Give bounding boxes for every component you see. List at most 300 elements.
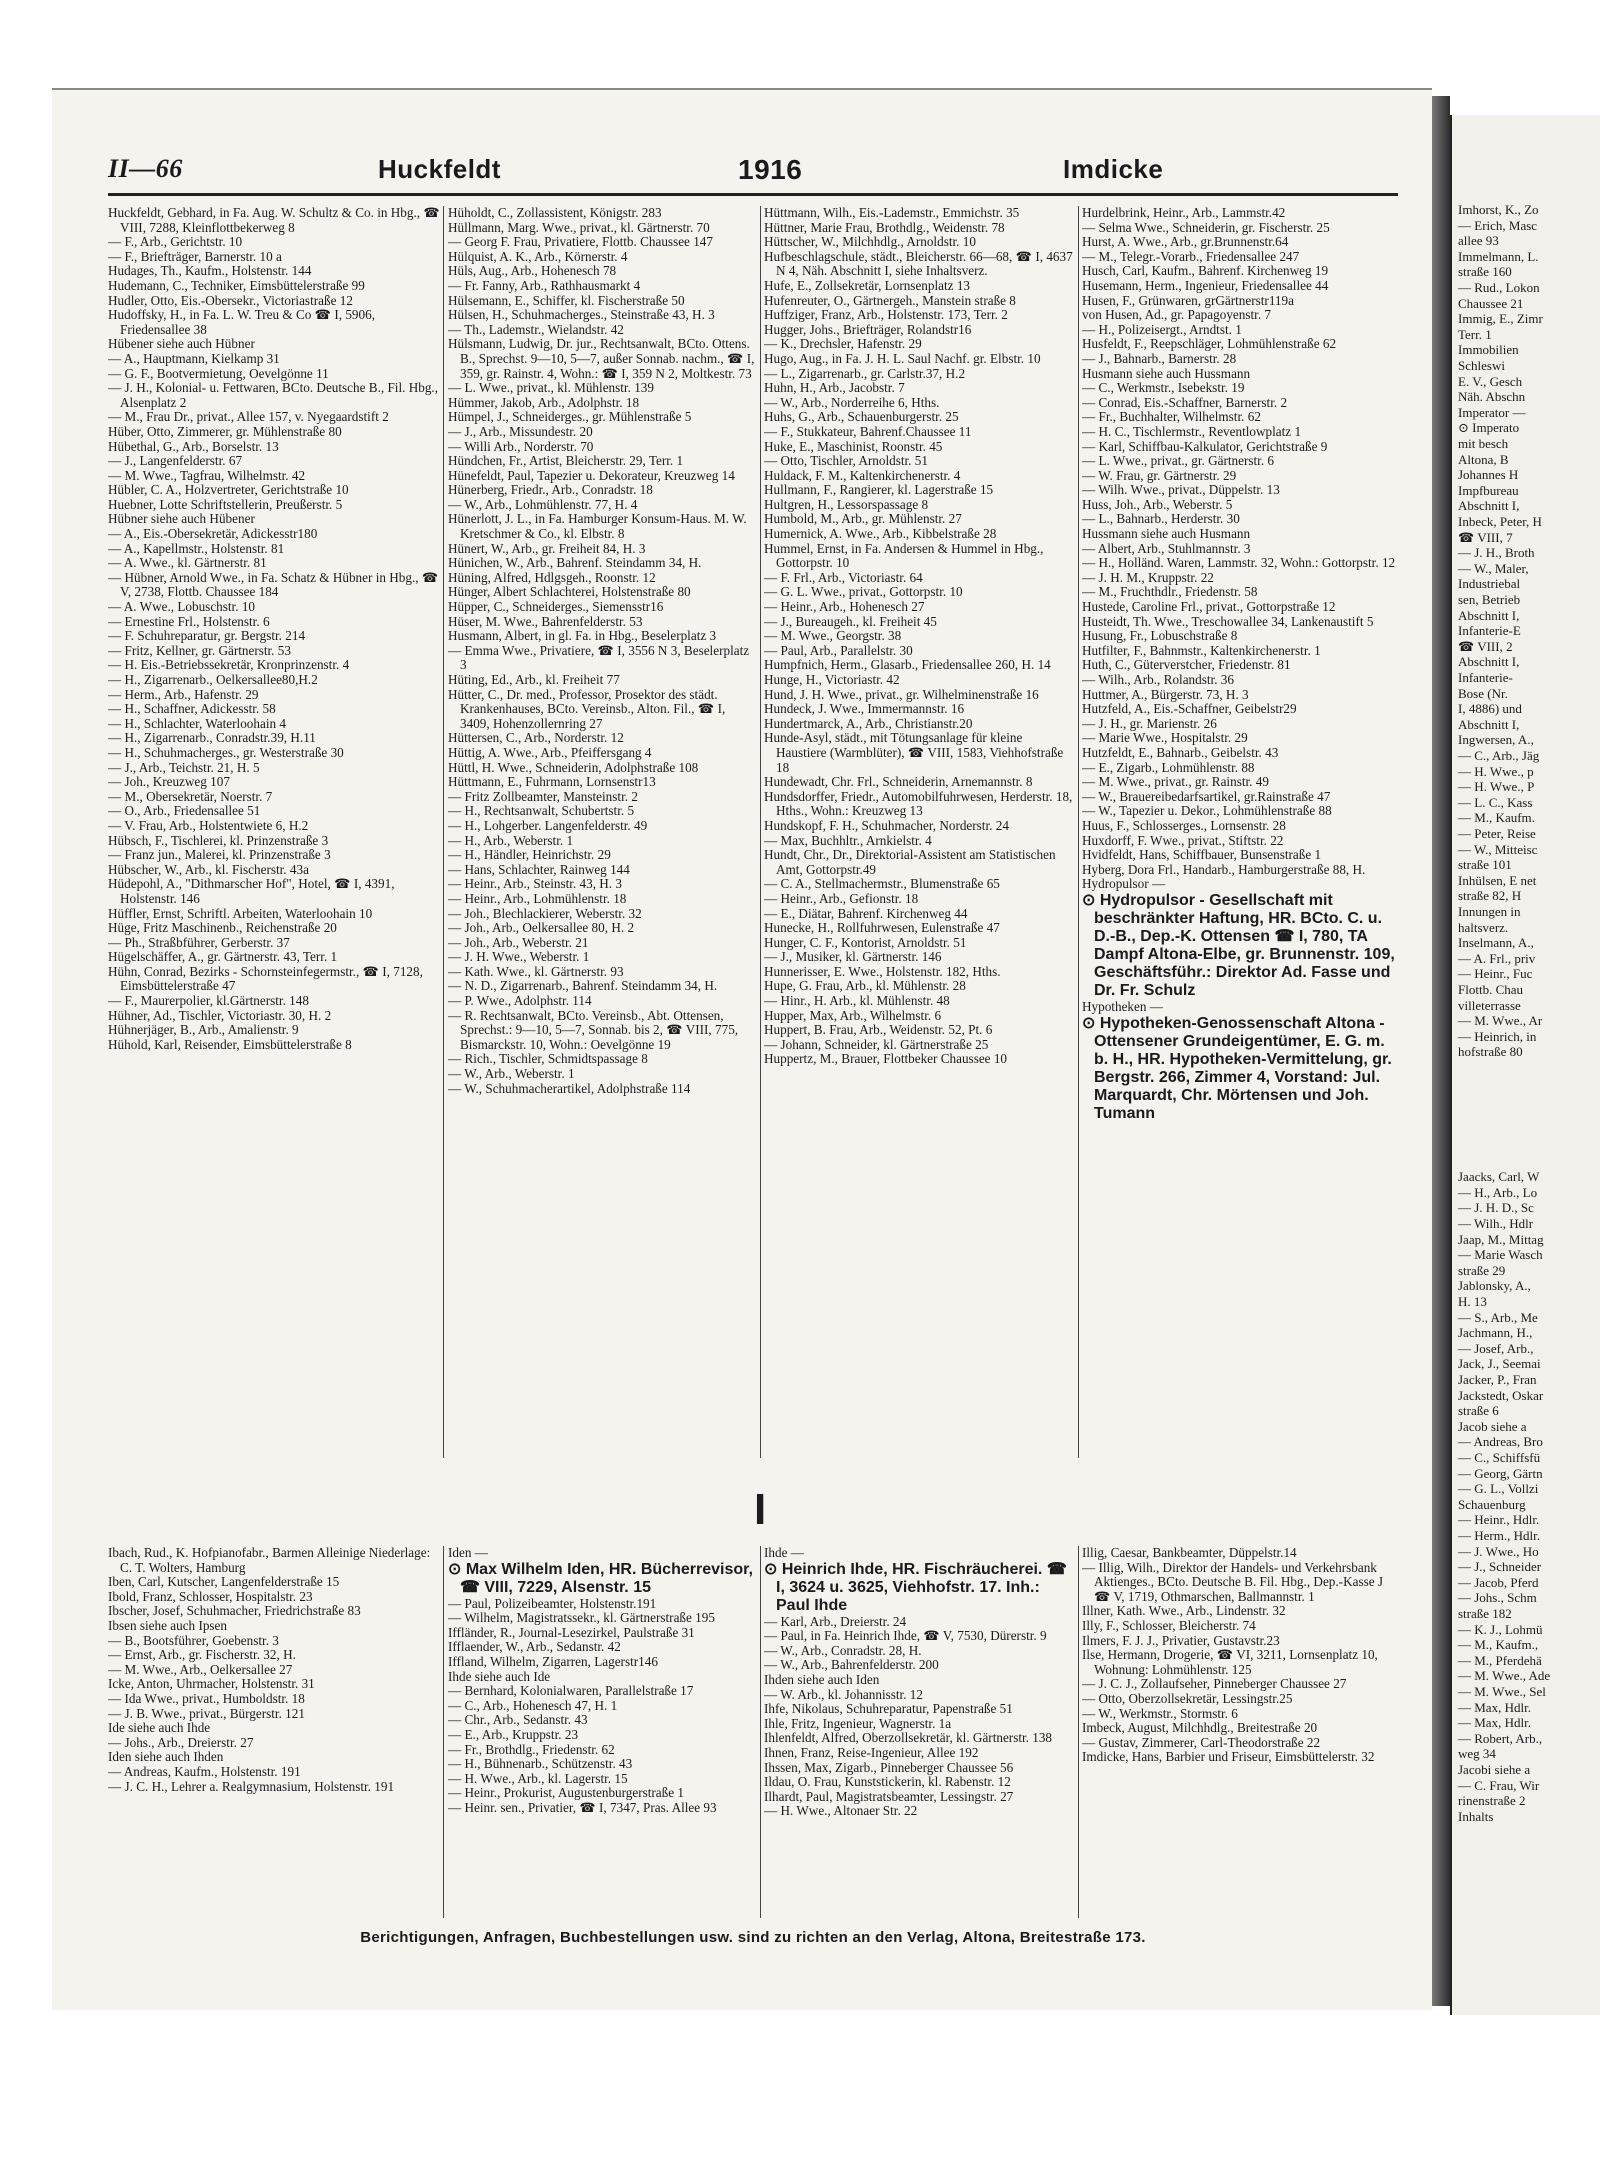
column-bottom-3 <box>764 1546 1076 1921</box>
adjacent-page-line: — Marie Wasch <box>1458 1247 1543 1263</box>
directory-entry: Hupe, G. Frau, Arb., kl. Mühlenstr. 28 <box>764 978 966 994</box>
adjacent-page-line: Schauenburg <box>1458 1496 1526 1512</box>
directory-entry: Ibold, Franz, Schlosser, Hospitalstr. 23 <box>108 1588 313 1604</box>
adjacent-page-line: Impfbureau <box>1458 482 1519 498</box>
header-rule <box>108 193 1398 196</box>
directory-entry: Hugo, Aug., in Fa. J. H. L. Saul Nachf. gr. Elbstr. 10 <box>764 350 1041 366</box>
directory-entry: Hünger, Albert Schlachterei, Holstenstraße 80 <box>448 584 691 600</box>
directory-entry: Hutzfeldt, E., Bahnarb., Geibelstr. 43 <box>1082 744 1279 760</box>
adjacent-page-line: — M. Wwe., Ar <box>1458 1013 1543 1029</box>
adjacent-page-line: — Jacob, Pferd <box>1458 1574 1539 1590</box>
directory-entry: Hunde-Asyl, städt., mit Tötungsanlage für kleine Haustiere (Warmblüter), ☎ VIII, 1583, Viehhofstraße 18 <box>764 730 1064 775</box>
adjacent-page-line: — Georg, Gärtn <box>1458 1465 1543 1481</box>
directory-entry: — Andreas, Kaufm., Holstenstr. 191 <box>108 1763 301 1779</box>
directory-entry: — Heinr., Arb., Steinstr. 43, H. 3 <box>448 876 622 892</box>
year: 1916 <box>738 154 803 185</box>
directory-entry: Hustede, Caroline Frl., privat., Gottorpstraße 12 <box>1082 599 1336 615</box>
directory-entry: Hügelschäffer, A., gr. Gärtnerstr. 43, Terr. 1 <box>108 949 338 965</box>
directory-entry: Imbeck, August, Milchhdlg., Breitestraße 20 <box>1082 1720 1318 1736</box>
directory-entry: Hühnerjäger, B., Arb., Amalienstr. 9 <box>108 1022 299 1038</box>
adjacent-page-line: — M. Wwe., Sel <box>1458 1684 1546 1699</box>
directory-entry: Husmann, Albert, in gl. Fa. in Hbg., Beselerplatz 3 <box>448 628 717 644</box>
directory-entry: Hüls, Aug., Arb., Hohenesch 78 <box>448 263 617 279</box>
directory-entry: Hutfilter, F., Bahnmstr., Kaltenkirchenerstr. 1 <box>1082 642 1321 658</box>
directory-entry: — L., Bahnarb., Herderstr. 30 <box>1082 511 1240 527</box>
directory-entry: Hypotheken — <box>1082 998 1163 1014</box>
directory-entry: — Th., Lademstr., Wielandstr. 42 <box>448 321 624 337</box>
adjacent-page-line: haltsverz. <box>1458 919 1509 935</box>
directory-entry: — Rich., Tischler, Schmidtspassage 8 <box>448 1051 648 1067</box>
directory-entry: Huebner, Lotte Schriftstellerin, Preußerstr. 5 <box>108 496 343 512</box>
directory-entry: — Georg F. Frau, Privatiere, Flottb. Chaussee 147 <box>448 234 713 250</box>
directory-entry: — F., Maurerpolier, kl.Gärtnerstr. 148 <box>108 993 309 1009</box>
directory-entry: Hufenreuter, O., Gärtnergeh., Manstein straße 8 <box>764 292 1016 308</box>
directory-entry: Huhs, G., Arb., Schauenburgerstr. 25 <box>764 409 959 425</box>
directory-entry: Ihssen, Max, Zigarb., Pinneberger Chaussee 56 <box>764 1759 1014 1775</box>
directory-entry: — H., Holländ. Waren, Lammstr. 32, Wohn.: Gottorpstr. 12 <box>1082 555 1396 571</box>
directory-entry: ⊙ Hypotheken-Genossenschaft Altona - Ottensener Grundeigentümer, E. G. m. b. H., HR. Hypotheken-Vermittelung, gr. Bergstr. 266, Zimmer 4, Vorstand: Jul. Marquardt, Chr. Mörtensen und Joh. Tumann <box>1082 1014 1392 1122</box>
directory-entry: — Max, Buchhltr., Arnkielstr. 4 <box>764 832 932 848</box>
adjacent-page-line: Industriebal <box>1458 576 1521 592</box>
directory-entry: Hunge, H., Victoriastr. 42 <box>764 672 900 687</box>
adjacent-page-line: — J. H., Broth <box>1458 545 1535 561</box>
adjacent-page-line: — Erich, Masc <box>1458 217 1538 233</box>
directory-entry: — F. Frl., Arb., Victoriastr. 64 <box>764 569 923 585</box>
adjacent-page-line: Jacob siehe a <box>1458 1418 1527 1434</box>
directory-entry: Hünert, W., Arb., gr. Freiheit 84, H. 3 <box>448 540 646 556</box>
directory-entry: Ihde — <box>764 1546 804 1560</box>
directory-entry: — H., Schaffner, Adickesstr. 58 <box>108 701 276 717</box>
adjacent-page-line: hofstraße 80 <box>1458 1044 1523 1060</box>
directory-entry: Hüning, Alfred, Hdlgsgeh., Roonstr. 12 <box>448 569 656 585</box>
adjacent-page-line: — G. L., Vollzi <box>1458 1481 1539 1497</box>
directory-entry: — W., Arb., Bahrenfelderstr. 200 <box>764 1657 939 1673</box>
directory-entry: Hünerlott, J. L., in Fa. Hamburger Konsum-Haus. M. W. Kretschmer & Co., kl. Elbstr. 8 <box>448 511 747 542</box>
directory-entry: — Albert, Arb., Stuhlmannstr. 3 <box>1082 540 1251 556</box>
directory-entry: — J., Bahnarb., Barnerstr. 28 <box>1082 350 1237 366</box>
adjacent-page-line: I, 4886) und <box>1458 701 1522 717</box>
directory-entry: Huke, E., Maschinist, Roonstr. 45 <box>764 438 943 454</box>
page-number: II—66 <box>108 154 183 183</box>
directory-entry: — Joh., Arb., Weberstr. 21 <box>448 934 589 950</box>
adjacent-page-line: straße 160 <box>1458 264 1512 280</box>
directory-entry: Hunger, C. F., Kontorist, Arnoldstr. 51 <box>764 934 967 950</box>
directory-entry: Ilhardt, Paul, Magistratsbeamter, Lessingstr. 27 <box>764 1788 1014 1804</box>
directory-entry: — P. Wwe., Adolphstr. 114 <box>448 993 592 1009</box>
directory-entry: Hülsen, H., Schuhmacherges., Steinstraße 43, H. 3 <box>448 307 715 323</box>
directory-entry: — H., Arb., Weberstr. 1 <box>448 832 574 848</box>
directory-entry: — Hans, Schlachter, Rainweg 144 <box>448 861 630 877</box>
adjacent-page-line: — M. Wwe., Ade <box>1458 1668 1551 1684</box>
directory-entry: — M. Wwe., privat., gr. Rainstr. 49 <box>1082 774 1269 790</box>
directory-entry: Hühold, Karl, Reisender, Eimsbüttelerstraße 8 <box>108 1036 352 1052</box>
adjacent-page-line: villeterrasse <box>1458 997 1521 1013</box>
directory-entry: Hühn, Conrad, Bezirks - Schornsteinfegermstr., ☎ I, 7128, Eimsbüttelerstraße 47 <box>108 963 423 994</box>
adjacent-page-line: Bose (Nr. <box>1458 685 1508 701</box>
column-bottom-1 <box>108 1546 440 1921</box>
adjacent-page-line: — M., Kaufm., <box>1458 1637 1539 1653</box>
directory-entry: Ibsen siehe auch Ipsen <box>108 1617 228 1633</box>
adjacent-page-line: — H., Arb., Lo <box>1458 1184 1538 1200</box>
directory-entry: — L. Wwe., privat., kl. Mühlenstr. 139 <box>448 380 654 396</box>
directory-entry: — H. Wwe., Arb., kl. Lagerstr. 15 <box>448 1770 628 1786</box>
directory-entry: Husung, Fr., Lobuschstraße 8 <box>1082 628 1238 644</box>
adjacent-page-line: mit besch <box>1458 436 1509 451</box>
directory-entry: Hvidfeldt, Hans, Schiffbauer, Bunsenstraße 1 <box>1082 847 1322 863</box>
directory-entry: — W., Werkmstr., Stormstr. 6 <box>1082 1705 1238 1721</box>
directory-entry: — O., Arb., Friedensallee 51 <box>108 803 261 819</box>
adjacent-page-line: straße 82, H <box>1458 888 1522 904</box>
directory-entry: — Fr., Buchhalter, Wilhelmstr. 62 <box>1082 409 1261 425</box>
directory-entry: ⊙ Max Wilhelm Iden, HR. Bücherrevisor, ☎ VIII, 7229, Alsenstr. 15 <box>448 1560 753 1596</box>
directory-entry: — Conrad, Eis.-Schaffner, Barnerstr. 2 <box>1082 394 1288 410</box>
directory-entry: Hüpper, C., Schneiderges., Siemensstr16 <box>448 599 664 615</box>
directory-entry: Iben, Carl, Kutscher, Langenfelderstraße 15 <box>108 1574 340 1590</box>
directory-entry: — A., Hauptmann, Kielkamp 31 <box>108 350 280 366</box>
adjacent-page-line: Imperator — <box>1458 404 1526 420</box>
directory-entry: ⊙ Hydropulsor - Gesellschaft mit beschränkter Haftung, HR. BCto. C. u. D.-B., Dep.-K. Ottensen ☎ I, 780, TA Dampf Altona-Elbe, gr. Brunnenstr. 109, Geschäftsführ.: Direktor Ad. Fasse und Dr. Fr. Schulz <box>1082 891 1395 999</box>
column-divider <box>443 206 444 1458</box>
column-top-2 <box>448 206 758 1461</box>
directory-entry: Hussmann siehe auch Husmann <box>1082 526 1251 542</box>
adjacent-page-line: Imhorst, K., Zo <box>1458 202 1539 217</box>
directory-entry: Humernick, A. Wwe., Arb., Kibbelstraße 28 <box>764 526 997 542</box>
directory-entry: Hutzfeld, A., Eis.-Schaffner, Geibelstr29 <box>1082 701 1297 717</box>
directory-entry: — H. C., Tischlermstr., Reventlowplatz 1 <box>1082 423 1302 439</box>
directory-entry: — E., Zigarb., Lohmühlenstr. 88 <box>1082 759 1255 775</box>
directory-entry: Hünichen, W., Arb., Bahrenf. Steindamm 34, H. <box>448 555 702 571</box>
directory-entry: — H., Schlachter, Waterloohain 4 <box>108 715 286 731</box>
adjacent-page-line: Jackstedt, Oskar <box>1458 1387 1544 1403</box>
adjacent-page-line: — Johs., Schm <box>1458 1590 1537 1606</box>
directory-entry: — W., Arb., Norderreihe 6, Hths. <box>764 394 940 410</box>
directory-entry: — K., Drechsler, Hafenstr. 29 <box>764 336 922 352</box>
directory-entry: — W., Schuhmacherartikel, Adolphstraße 114 <box>448 1080 691 1096</box>
adjacent-page-line: — J. Wwe., Ho <box>1458 1543 1539 1559</box>
directory-entry: Hülsemann, E., Schiffer, kl. Fischerstraße 50 <box>448 292 685 308</box>
adjacent-page-line: — W., Maler, <box>1458 560 1529 576</box>
directory-entry: Huldack, F. M., Kaltenkirchenerstr. 4 <box>764 467 961 483</box>
directory-entry: — W., Arb., Conradstr. 28, H. <box>764 1642 922 1658</box>
directory-entry: — Gustav, Zimmerer, Carl-Theodorstraße 22 <box>1082 1734 1321 1750</box>
directory-entry: Ihlenfeldt, Alfred, Oberzollsekretär, kl. Gärtnerstr. 138 <box>764 1730 1053 1746</box>
directory-entry: Hümpel, J., Schneiderges., gr. Mühlenstraße 5 <box>448 409 692 425</box>
directory-entry: ⊙ Heinrich Ihde, HR. Fischräucherei. ☎ I, 3624 u. 3625, Viehhofstr. 17. Inh.: Paul Ihde <box>764 1560 1067 1614</box>
directory-entry: Hüber, Otto, Zimmerer, gr. Mühlenstraße 80 <box>108 423 342 439</box>
adjacent-page-line: Chaussee 21 <box>1458 295 1524 311</box>
directory-entry: — R. Rechtsanwalt, BCto. Vereinsb., Abt. Ottensen, Sprechst.: 9—10, 5—7, Sonnab. bis 2, ☎ VIII, 775, Bismarckstr. 10, Wohn.: Oevelgönne 19 <box>448 1007 739 1052</box>
directory-entry: Hütter, C., Dr. med., Professor, Prosektor des städt. Krankenhauses, BCto. Vereinsb., Alton. Fil., ☎ I, 3409, Hohenzollernring 27 <box>448 686 726 731</box>
directory-entry: — Paul, Polizeibeamter, Holstenstr.191 <box>448 1595 657 1611</box>
directory-entry: — Otto, Oberzollsekretär, Lessingstr.25 <box>1082 1690 1293 1706</box>
directory-entry: Ihden siehe auch Iden <box>764 1671 880 1687</box>
directory-entry: Hydropulsor — <box>1082 876 1166 892</box>
directory-entry: — Illig, Wilh., Direktor der Handels- und Verkehrsbank Aktienges., BCto. Deutsche B. Fil. Hbg., Dep.-Kasse J ☎ V, 1719, Othmarschen, Ballmannstr. 1 <box>1082 1559 1383 1604</box>
directory-entry: Hugger, Johs., Briefträger, Rolandstr16 <box>764 321 972 337</box>
adjacent-page-line: — Heinr., Fuc <box>1458 966 1533 982</box>
directory-entry: Husch, Carl, Kaufm., Bahrenf. Kirchenweg 19 <box>1082 263 1329 279</box>
directory-entry: — C. A., Stellmachermstr., Blumenstraße 65 <box>764 876 1000 892</box>
directory-entry: — Joh., Arb., Oelkersallee 80, H. 2 <box>448 920 635 936</box>
directory-entry: Ilse, Hermann, Drogerie, ☎ VI, 3211, Lornsenplatz 10, Wohnung: Lohmühlenstr. 125 <box>1082 1647 1378 1677</box>
directory-entry: — Herm., Arb., Hafenstr. 29 <box>108 686 259 702</box>
directory-entry: — J., Arb., Missundestr. 20 <box>448 423 593 439</box>
directory-entry: — Joh., Blechlackierer, Weberstr. 32 <box>448 905 642 921</box>
adjacent-page-line: E. V., Gesch <box>1458 373 1523 389</box>
column-bottom-4 <box>1082 1546 1398 1921</box>
directory-entry: — Franz jun., Malerei, kl. Prinzenstraße 3 <box>108 847 331 863</box>
directory-entry: Hübner siehe auch Hübener <box>108 511 255 527</box>
adjacent-page-line: H. 13 <box>1458 1294 1487 1309</box>
adjacent-page-line: Jacker, P., Fran <box>1458 1372 1537 1387</box>
adjacent-page-line: ⊙ Imperato <box>1458 420 1520 436</box>
adjacent-page-line: Immig, E., Zimr <box>1458 311 1543 327</box>
book-gutter <box>1432 96 1450 2006</box>
directory-entry: Hübscher, W., Arb., kl. Fischerstr. 43a <box>108 861 309 877</box>
directory-entry: — Fr., Brothdlg., Friedenstr. 62 <box>448 1741 615 1757</box>
adjacent-page-line: rinenstraße 2 <box>1458 1793 1526 1809</box>
directory-entry: — M., Telegr.-Vorarb., Friedensallee 247 <box>1082 248 1300 264</box>
adjacent-page-line: — C. Frau, Wir <box>1458 1777 1540 1793</box>
adjacent-page-line: Inselmann, A., <box>1458 935 1534 951</box>
directory-entry: — Heinr., Arb., Gefionstr. 18 <box>764 890 919 906</box>
adjacent-page-line: straße 182 <box>1458 1606 1512 1621</box>
adjacent-page-line: Flottb. Chau <box>1458 982 1524 997</box>
publisher-footer: Berichtigungen, Anfragen, Buchbestellungen usw. sind zu richten an den Verlag, Altona, Breitestraße 173. <box>360 1929 1146 1946</box>
directory-entry: Huth, C., Güterverstcher, Friedenstr. 81 <box>1082 657 1291 673</box>
directory-entry: — Wilhelm, Magistratssekr., kl. Gärtnerstraße 195 <box>448 1610 715 1626</box>
directory-entry: — Bernhard, Kolonialwaren, Parallelstraße 17 <box>448 1683 694 1699</box>
adjacent-page-line: — S., Arb., Me <box>1458 1309 1538 1325</box>
directory-entry: Hunnerisser, E. Wwe., Holstenstr. 182, Hths. <box>764 963 1001 979</box>
directory-entry: — Chr., Arb., Sedanstr. 43 <box>448 1712 588 1728</box>
directory-entry: — C., Werkmstr., Isebekstr. 19 <box>1082 380 1245 396</box>
directory-entry: — Wilh. Wwe., privat., Düppelstr. 13 <box>1082 482 1280 498</box>
directory-entry: — Heinr., Arb., Lohmühlenstr. 18 <box>448 890 627 906</box>
directory-entry: — H. Eis.-Betriebssekretär, Kronprinzenstr. 4 <box>108 657 350 673</box>
directory-entry: — Johann, Schneider, kl. Gärtnerstraße 25 <box>764 1036 989 1052</box>
directory-entry: Ifflaender, W., Arb., Sedanstr. 42 <box>448 1639 621 1655</box>
directory-entry: Hüffler, Ernst, Schriftl. Arbeiten, Waterloohain 10 <box>108 905 373 921</box>
running-head <box>108 150 1398 190</box>
directory-entry: — Ernst, Arb., gr. Fischerstr. 32, H. <box>108 1647 296 1663</box>
directory-entry: — M. Wwe., Arb., Oelkersallee 27 <box>108 1661 293 1677</box>
directory-entry: Hündchen, Fr., Artist, Bleicherstr. 29, Terr. 1 <box>448 453 684 469</box>
adjacent-page-line: Näh. Abschn <box>1458 389 1526 405</box>
directory-entry: — F., Briefträger, Barnerstr. 10 a <box>108 248 282 264</box>
adjacent-page-line: — H. Wwe., P <box>1458 779 1535 795</box>
directory-entry: — H., Schuhmacherges., gr. Westerstraße 30 <box>108 744 344 760</box>
directory-entry: — J., Arb., Teichstr. 21, H. 5 <box>108 759 260 775</box>
directory-entry: Hüttmann, Wilh., Eis.-Lademstr., Emmichstr. 35 <box>764 206 1020 220</box>
section-letter: I <box>754 1485 767 1534</box>
directory-entry: Huus, F., Schlosserges., Lornsenstr. 28 <box>1082 817 1286 833</box>
adjacent-page-fragment <box>1450 115 1600 2015</box>
adjacent-page-line: Schleswi <box>1458 358 1505 373</box>
directory-entry: — E., Diätar, Bahrenf. Kirchenweg 44 <box>764 905 968 921</box>
directory-entry: Ildau, O. Frau, Kunststickerin, kl. Rabenstr. 12 <box>764 1774 1011 1790</box>
directory-entry: Iffländer, R., Journal-Lesezirkel, Paulstraße 31 <box>448 1624 695 1640</box>
adjacent-page-line: — J. H. D., Sc <box>1458 1200 1534 1216</box>
directory-entry: — J. C. J., Zollaufseher, Pinneberger Chaussee 27 <box>1082 1676 1347 1692</box>
directory-entry: Illy, F., Schlosser, Bleicherstr. 74 <box>1082 1617 1256 1633</box>
directory-entry: — Johs., Arb., Dreierstr. 27 <box>108 1734 254 1750</box>
first-keyword: Huckfeldt <box>378 154 501 184</box>
directory-entry: — L., Zigarrenarb., gr. Carlstr.37, H.2 <box>764 365 966 381</box>
directory-entry: Hüttl, H. Wwe., Schneiderin, Adolphstraße 108 <box>448 759 699 775</box>
last-keyword: Imdicke <box>1063 154 1164 184</box>
directory-entry: Hudler, Otto, Eis.-Obersekr., Victoriastraße 12 <box>108 292 353 308</box>
directory-entry: Humbold, M., Arb., gr. Mühlenstr. 27 <box>764 511 962 527</box>
adjacent-page-line: Inbeck, Peter, H <box>1458 514 1542 529</box>
directory-entry: Hultgren, H., Lessorspassage 8 <box>764 496 929 512</box>
directory-entry: Hübethal, G., Arb., Borselstr. 13 <box>108 438 279 454</box>
directory-entry: Huppert, B. Frau, Arb., Weidenstr. 52, Pt. 6 <box>764 1022 993 1038</box>
directory-entry: — C., Arb., Hohenesch 47, H. 1 <box>448 1697 618 1713</box>
directory-entry: Huttmer, A., Bürgerstr. 73, H. 3 <box>1082 686 1249 702</box>
directory-entry: — H., Lohgerber. Langenfelderstr. 49 <box>448 817 648 833</box>
directory-entry: Huckfeldt, Gebhard, in Fa. Aug. W. Schultz & Co. in Hbg., ☎ VIII, 7288, Kleinflottbekerweg 8 <box>108 206 440 235</box>
directory-entry: Ibach, Rud., K. Hofpianofabr., Barmen Alleinige Niederlage: C. T. Wolters, Hamburg <box>108 1546 431 1575</box>
adjacent-page-line: — M., Pferdehä <box>1458 1652 1542 1668</box>
directory-entry: — M., Fruchthdlr., Friedenstr. 58 <box>1082 584 1258 600</box>
directory-entry: — H., Zigarrenarb., Oelkersallee80,H.2 <box>108 672 318 687</box>
directory-entry: Husen, F., Grünwaren, grGärtnerstr119a <box>1082 292 1294 308</box>
adjacent-page-line: Jack, J., Seemai <box>1458 1356 1541 1372</box>
adjacent-page-line: Innungen in <box>1458 904 1521 919</box>
directory-entry: — L. Wwe., privat., gr. Gärtnerstr. 6 <box>1082 453 1275 469</box>
directory-entry: Hüholdt, C., Zollassistent, Königstr. 283 <box>448 206 662 220</box>
directory-entry: Hundeck, J. Wwe., Immermannstr. 16 <box>764 701 965 717</box>
adjacent-page-line: — Max, Hdlr. <box>1458 1699 1531 1715</box>
directory-entry: Hüttner, Marie Frau, Brothdlg., Weidenstr. 78 <box>764 219 1005 235</box>
directory-entry: Hudages, Th., Kaufm., Holstenstr. 144 <box>108 263 312 279</box>
directory-entry: von Husen, Ad., gr. Papagoyenstr. 7 <box>1082 307 1272 323</box>
directory-entry: Hülsmann, Ludwig, Dr. jur., Rechtsanwalt, BCto. Ottens. B., Sprechst. 9—10, 5—7, außer Sonnab. nachm., ☎ I, 359, gr. Rainstr. 4, Wohn.: ☎ I, 359 N 2, Moltkestr. 73 <box>448 336 755 381</box>
directory-entry: — A., Kapellmstr., Holstenstr. 81 <box>108 540 285 556</box>
directory-entry: — Fritz Zollbeamter, Mansteinstr. 2 <box>448 788 638 804</box>
column-divider <box>1078 206 1079 1458</box>
directory-entry: Hühner, Ad., Tischler, Victoriastr. 30, H. 2 <box>108 1007 332 1023</box>
directory-entry: Huxdorff, F. Wwe., privat., Stiftstr. 22 <box>1082 832 1284 848</box>
directory-entry: — H., Händler, Heinrichstr. 29 <box>448 847 611 863</box>
directory-entry: — Hinr., H. Arb., kl. Mühlenstr. 48 <box>764 993 950 1009</box>
directory-entry: — Karl, Arb., Dreierstr. 24 <box>764 1613 907 1629</box>
directory-entry: — F., Stukkateur, Bahrenf.Chaussee 11 <box>764 423 972 439</box>
directory-entry: Huss, Joh., Arb., Weberstr. 5 <box>1082 496 1233 512</box>
directory-entry: Icke, Anton, Uhrmacher, Holstenstr. 31 <box>108 1676 315 1692</box>
directory-entry: — A. Wwe., Lobuschstr. 10 <box>108 599 256 615</box>
directory-entry: Hundsdorffer, Friedr., Automobilfuhrwesen, Herderstr. 18, Hths., Wohn.: Kreuzweg 13 <box>764 788 1073 819</box>
directory-entry: — Paul, Arb., Parallelstr. 30 <box>764 642 913 658</box>
adjacent-page-line: weg 34 <box>1458 1746 1496 1762</box>
directory-entry: — B., Bootsführer, Goebenstr. 3 <box>108 1632 279 1648</box>
directory-entry: Huffziger, Franz, Arb., Holstenstr. 173, Terr. 2 <box>764 307 1008 323</box>
directory-entry: — V. Frau, Arb., Holstentwiete 6, H.2 <box>108 817 309 833</box>
adjacent-page-line: — A. Frl., priv <box>1458 950 1536 966</box>
directory-entry: Iden siehe auch Ihden <box>108 1749 224 1765</box>
directory-entry: Hüttmann, E., Fuhrmann, Lornsenstr13 <box>448 774 656 790</box>
directory-entry: Hund, J. H. Wwe., privat., gr. Wilhelminenstraße 16 <box>764 686 1039 702</box>
adjacent-page-line: Infanterie- <box>1458 670 1513 685</box>
directory-entry: Hüge, Fritz Maschinenb., Reichenstraße 20 <box>108 920 337 936</box>
directory-entry: — M. Wwe., Tagfrau, Wilhelmstr. 42 <box>108 467 306 483</box>
directory-entry: Husfeldt, F., Reepschläger, Lohmühlenstraße 62 <box>1082 336 1337 352</box>
directory-entry: Ilmers, F. J. J., Privatier, Gustavstr.23 <box>1082 1632 1280 1648</box>
directory-entry: Huppertz, M., Brauer, Flottbeker Chaussee 10 <box>764 1051 1008 1067</box>
directory-entry: Ide siehe auch Ihde <box>108 1720 211 1736</box>
directory-entry: Hudoffsky, H., in Fa. L. W. Treu & Co ☎ I, 5906, Friedensallee 38 <box>108 307 376 337</box>
adjacent-page-line: straße 6 <box>1458 1403 1499 1419</box>
directory-entry: Hurdelbrink, Heinr., Arb., Lammstr.42 <box>1082 206 1286 220</box>
directory-entry: Iffland, Wilhelm, Zigarren, Lagerstr146 <box>448 1653 658 1669</box>
directory-entry: — H., Rechtsanwalt, Schubertstr. 5 <box>448 803 635 819</box>
directory-entry: Hübsch, F., Tischlerei, kl. Prinzenstraße 3 <box>108 832 329 848</box>
directory-entry: Hundewadt, Chr. Frl., Schneiderin, Arnemannstr. 8 <box>764 774 1033 790</box>
directory-entry: — Otto, Tischler, Arnoldstr. 51 <box>764 453 928 469</box>
directory-entry: — J. C. H., Lehrer a. Realgymnasium, Holstenstr. 191 <box>108 1778 395 1794</box>
adjacent-page-line: — C., Schiffsfü <box>1458 1450 1541 1465</box>
column-divider <box>760 1546 761 1918</box>
directory-entry: — Ida Wwe., privat., Humboldstr. 18 <box>108 1690 305 1706</box>
directory-entry: — J. H., gr. Marienstr. 26 <box>1082 715 1217 731</box>
adjacent-page-line: — Robert, Arb., <box>1458 1730 1543 1746</box>
column-top-1 <box>108 206 440 1461</box>
directory-entry: Hundt, Chr., Dr., Direktorial-Assistent am Statistischen Amt, Gottorpstr.49 <box>764 847 1056 877</box>
directory-entry: Illner, Kath. Wwe., Arb., Lindenstr. 32 <box>1082 1603 1286 1619</box>
directory-entry: — Heinr., Arb., Hohenesch 27 <box>764 599 925 615</box>
directory-entry: Huhn, H., Arb., Jacobstr. 7 <box>764 380 905 396</box>
directory-entry: — Fr. Fanny, Arb., Rathhausmarkt 4 <box>448 277 641 293</box>
directory-entry: — M., Frau Dr., privat., Allee 157, v. Nyegaardstift 2 <box>108 409 389 425</box>
adjacent-page-line: Immelmann, L. <box>1458 248 1539 264</box>
directory-entry: Hünefeldt, Paul, Tapezier u. Dekorateur, Kreuzweg 14 <box>448 467 735 483</box>
directory-entry: — M. Wwe., Georgstr. 38 <box>764 628 902 644</box>
directory-entry: Hüttersen, C., Arb., Norderstr. 12 <box>448 730 624 746</box>
adjacent-page-line: ☎ VIII, 7 <box>1458 529 1513 545</box>
directory-entry: — H., Polizeisergt., Arndtst. 1 <box>1082 321 1242 337</box>
directory-entry: — G. F., Bootvermietung, Oevelgönne 11 <box>108 365 329 381</box>
adjacent-page-line: — Heinr., Hdlr. <box>1458 1512 1540 1528</box>
directory-entry: Hunecke, H., Rollfuhrwesen, Eulenstraße 47 <box>764 920 1000 936</box>
column-divider <box>443 1546 444 1918</box>
directory-entry: Iden — <box>448 1546 488 1560</box>
adjacent-page-line: — Wilh., Hdlr <box>1458 1216 1534 1231</box>
directory-entry: — Heinr., Prokurist, Augustenburgerstraße 1 <box>448 1785 685 1801</box>
adjacent-page-line: Jaap, M., Mittag <box>1458 1231 1544 1247</box>
adjacent-page-line: Ingwersen, A., <box>1458 732 1534 748</box>
adjacent-page-line: ☎ VIII, 2 <box>1458 638 1513 654</box>
directory-entry: Hüttscher, W., Milchhdlg., Arnoldstr. 10 <box>764 234 976 250</box>
directory-entry: — J., Bureaugeh., kl. Freiheit 45 <box>764 613 937 629</box>
directory-entry: Husteidt, Th. Wwe., Treschowallee 34, Lankenaustift 5 <box>1082 613 1374 629</box>
directory-entry: — H., Bühnenarb., Schützenstr. 43 <box>448 1756 633 1772</box>
directory-entry: Hupper, Max, Arb., Wilhelmstr. 6 <box>764 1007 942 1023</box>
directory-entry: Hüser, M. Wwe., Bahrenfelderstr. 53 <box>448 613 643 629</box>
directory-entry: — Joh., Kreuzweg 107 <box>108 774 230 790</box>
adjacent-page-line: — W., Mitteisc <box>1458 841 1538 857</box>
adjacent-page-line: — J., Schneider <box>1458 1559 1542 1575</box>
adjacent-page-line: Jablonsky, A., <box>1458 1278 1531 1294</box>
directory-entry: Hyberg, Dora Frl., Handarb., Hamburgerstraße 88, H. <box>1082 861 1366 877</box>
directory-entry: Hülquist, A. K., Arb., Körnerstr. 4 <box>448 248 628 264</box>
adjacent-page-line: Altona, B <box>1458 451 1509 467</box>
column-top-3 <box>764 206 1076 1461</box>
directory-entry: — Paul, in Fa. Heinrich Ihde, ☎ V, 7530, Dürerstr. 9 <box>764 1628 1047 1644</box>
directory-entry: — H. Wwe., Altonaer Str. 22 <box>764 1803 918 1819</box>
directory-entry: Ibscher, Josef, Schuhmacher, Friedrichstraße 83 <box>108 1603 361 1619</box>
directory-entry: Hurst, A. Wwe., Arb., gr.Brunnenstr.64 <box>1082 234 1289 250</box>
